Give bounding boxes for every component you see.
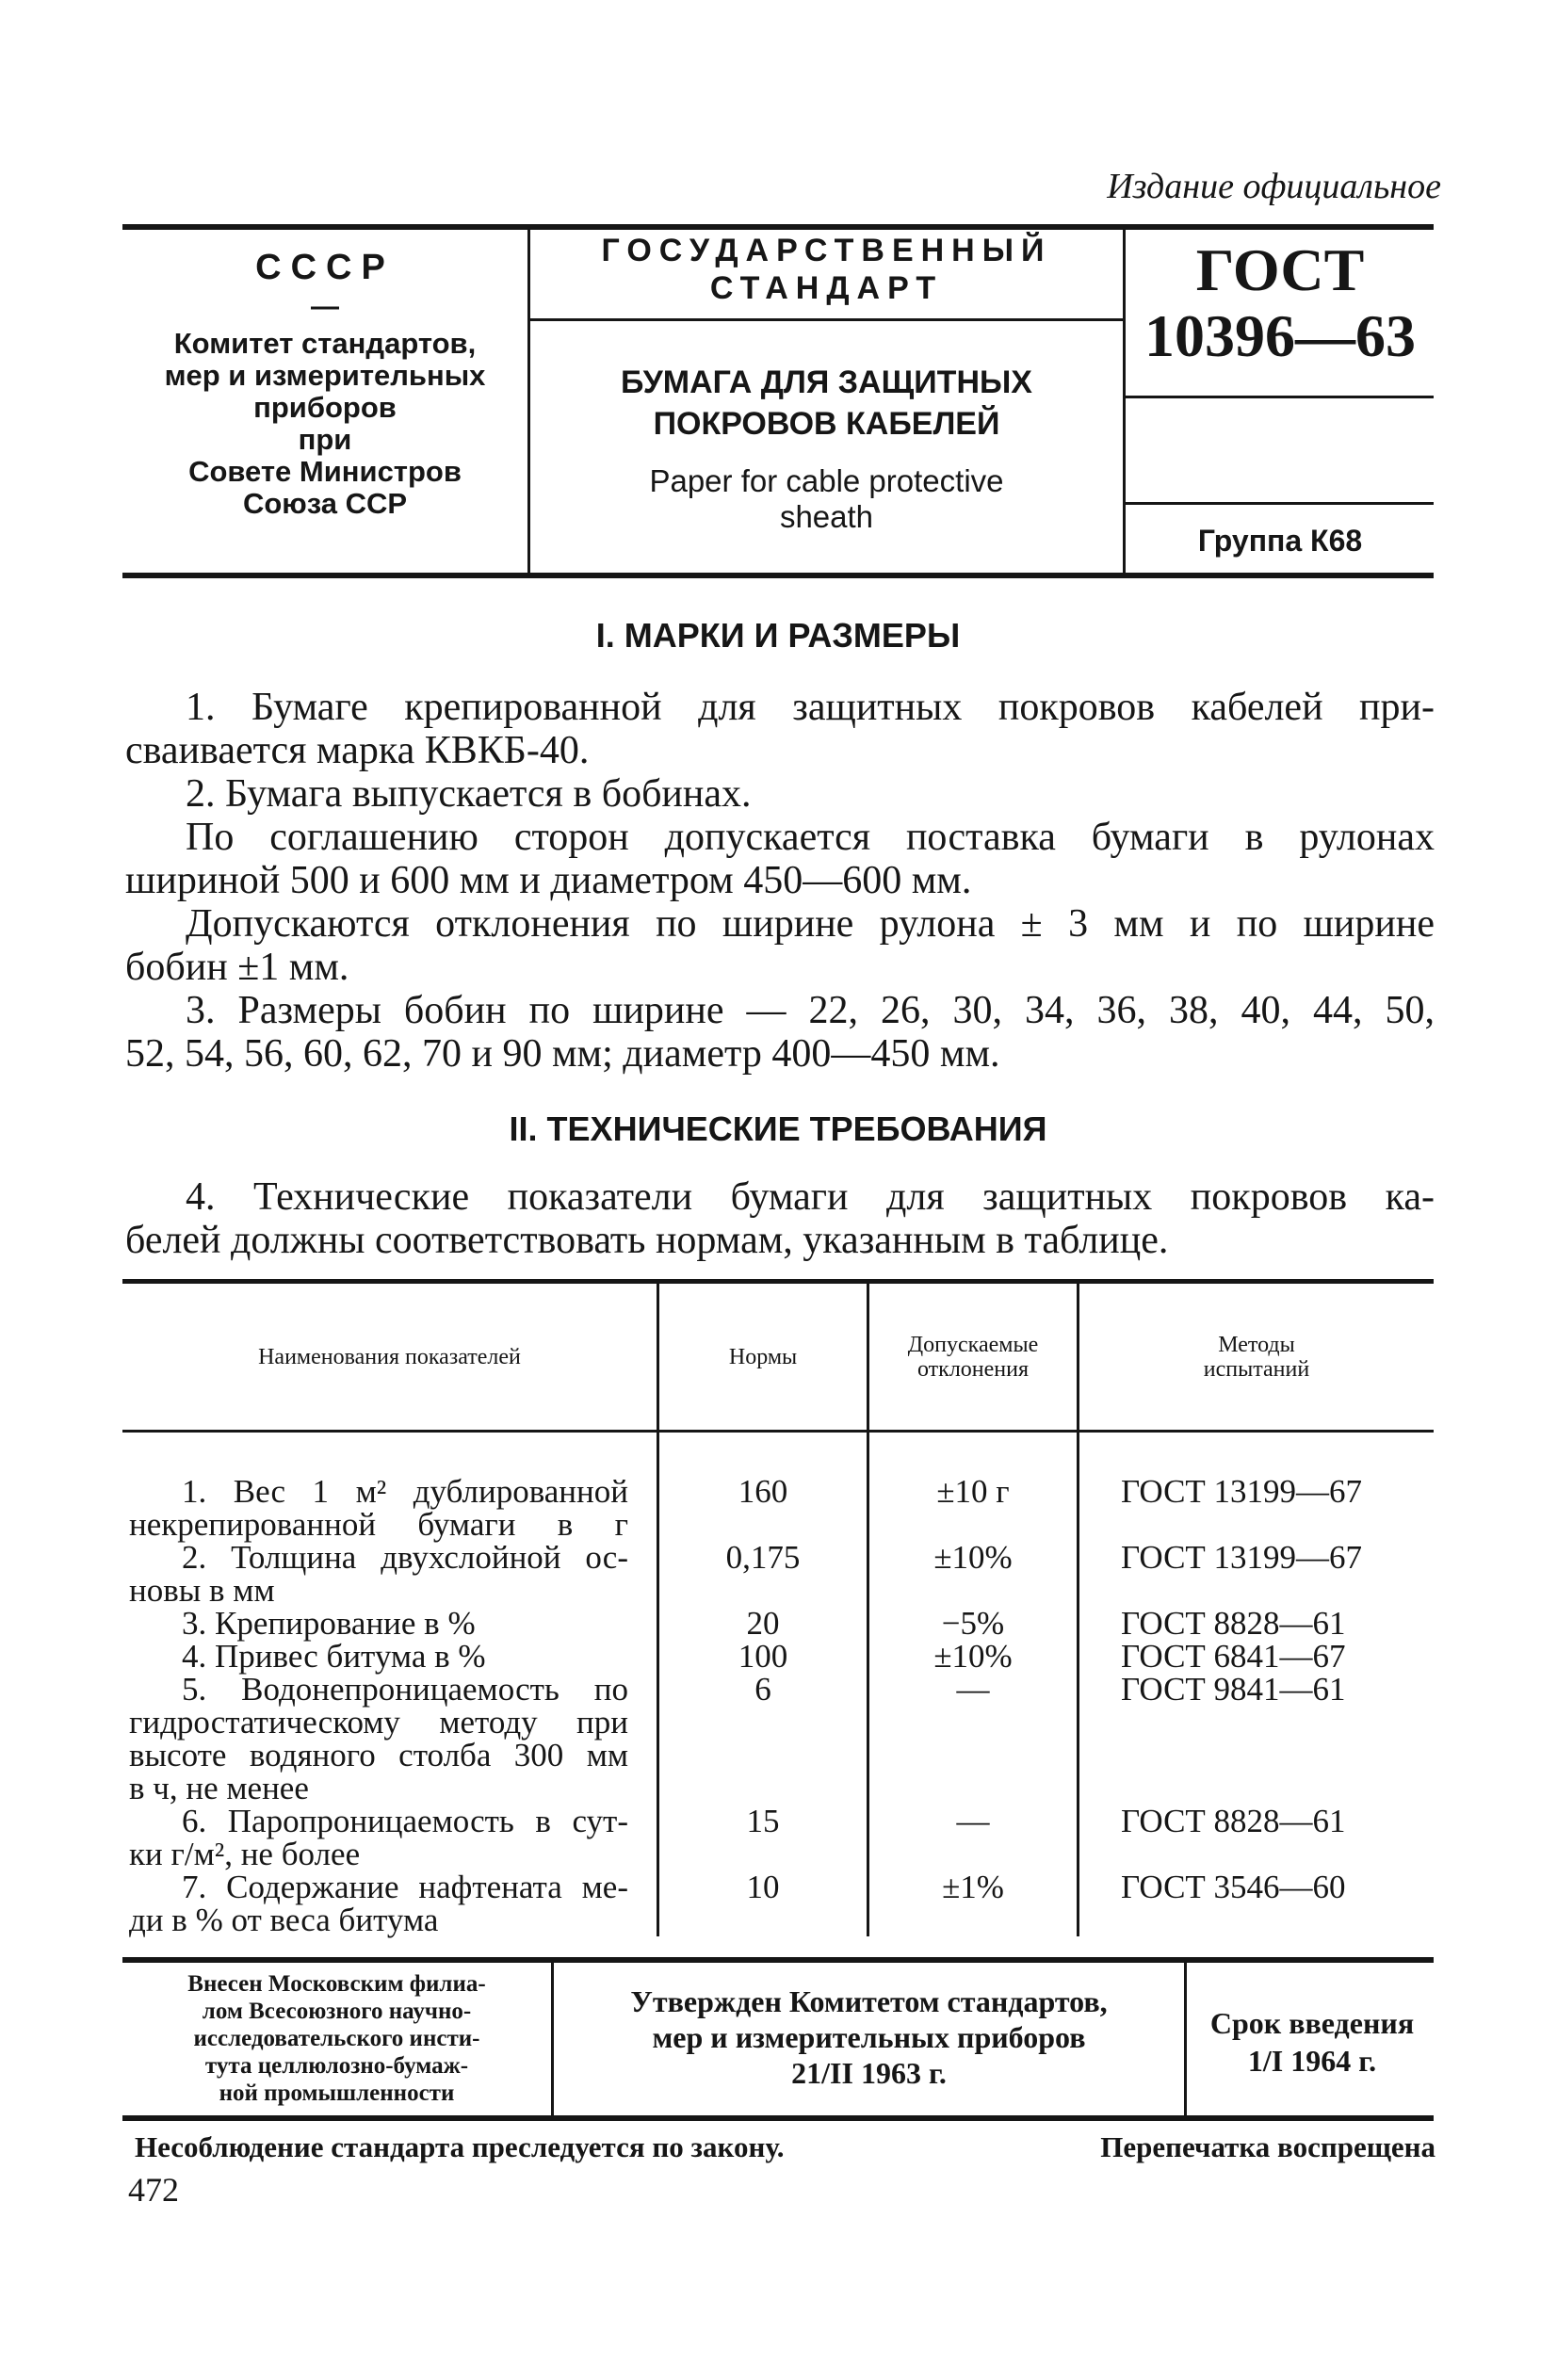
row-name-line: 5. Водонепроницаемость по — [182, 1671, 628, 1708]
table-row-5-norm: 6 — [754, 1671, 771, 1708]
header-left — [127, 247, 523, 520]
footer-divider-1 — [551, 1963, 554, 2115]
committee-line: при — [298, 423, 352, 456]
header-divider-1 — [527, 230, 530, 573]
paragraph-line: 52, 54, 56, 60, 62, 70 и 90 мм; диаметр 400—450 мм. — [125, 1032, 1000, 1076]
table-row-2-deviation: ±10% — [933, 1539, 1013, 1576]
row-name-line: 3. Крепирование в % — [182, 1605, 476, 1642]
committee-line: Совете Министров — [188, 455, 462, 488]
paragraph-line: сваивается марка КВКБ-40. — [125, 729, 590, 772]
table-row-5-name — [129, 1673, 628, 1805]
paragraph-line: Допускаются отклонения по ширине рулона ± 3 мм и по ширине — [186, 902, 1435, 946]
footer-submitted-by — [127, 1970, 546, 2107]
paragraph-line: 2. Бумага выпускается в бобинах. — [186, 772, 752, 816]
row-name-line: ки г/м², не более — [129, 1836, 361, 1872]
state-standard-line: СТАНДАРТ — [709, 270, 944, 306]
committee-line: мер и измерительных — [164, 359, 486, 392]
header-divider-2 — [1123, 230, 1126, 573]
table-row-2-method: ГОСТ 13199—67 — [1121, 1539, 1363, 1576]
paragraph-line: бобин ±1 мм. — [125, 946, 349, 989]
title-line: ПОКРОВОВ КАБЕЛЕЙ — [653, 406, 1000, 442]
footer-line: Утвержден Комитетом стандартов, — [630, 1984, 1108, 2018]
table-row-1-method: ГОСТ 13199—67 — [1121, 1473, 1363, 1510]
header-top-rule — [122, 224, 1434, 230]
row-name-line: 2. Толщина двухслойной ос- — [182, 1539, 628, 1576]
table-row-7-deviation: ±1% — [942, 1869, 1004, 1905]
table-row-1-name — [129, 1475, 628, 1541]
row-name-line: ди в % от веса битума — [129, 1902, 439, 1938]
table-row-3-deviation: −5% — [941, 1605, 1005, 1642]
row-name-line: 1. Вес 1 м² дублированной — [182, 1473, 628, 1510]
row-name-line: некрепированной бумаги в г — [129, 1506, 628, 1543]
footer-bottom-rule — [122, 2115, 1434, 2121]
document-title — [532, 362, 1121, 445]
table-row-5-deviation: — — [956, 1671, 990, 1708]
legal-notice: Несоблюдение стандарта преследуется по закону. — [135, 2130, 785, 2163]
table-row-1-deviation: ±10 г — [936, 1473, 1010, 1510]
section-2-body — [125, 1175, 1435, 1262]
table-header-deviation-line: Допускаемые — [907, 1332, 1039, 1357]
table-row-3-name — [129, 1607, 628, 1640]
footer-line: Внесен Московским филиа- — [187, 1971, 486, 1997]
section-1-title: I. МАРКИ И РАЗМЕРЫ — [595, 616, 961, 655]
footer-top-rule — [122, 1957, 1434, 1963]
table-row-4-name — [129, 1640, 628, 1673]
row-name-line: 6. Паропроницаемость в сут- — [182, 1803, 628, 1839]
footer-line: Срок введения — [1209, 2006, 1415, 2040]
table-row-6-deviation: — — [956, 1803, 990, 1839]
paragraph-line: 1. Бумаге крепированной для защитных покровов кабелей при- — [186, 686, 1435, 729]
committee-text — [127, 328, 523, 520]
footer-line: мер и измерительных приборов — [652, 2020, 1086, 2054]
row-name-line: гидростатическому методу при — [129, 1704, 628, 1740]
header-middle-top — [532, 232, 1121, 307]
title-line: БУМАГА ДЛЯ ЗАЩИТНЫХ — [621, 364, 1032, 400]
table-header-method-line: Методы — [1218, 1332, 1295, 1357]
row-name-line: новы в мм — [129, 1572, 275, 1609]
english-title — [532, 463, 1121, 535]
footer-line: ной промышленности — [219, 2080, 455, 2106]
table-row-6-norm: 15 — [746, 1803, 780, 1839]
row-name-line: 7. Содержание нафтената ме- — [182, 1869, 628, 1905]
paragraph-line: 3. Размеры бобин по ширине — 22, 26, 30, 34, 36, 38, 40, 44, 50, — [186, 989, 1435, 1032]
table-row-6-method: ГОСТ 8828—61 — [1121, 1803, 1346, 1839]
header-right-rule-1 — [1126, 396, 1434, 398]
footer-line: тута целлюлозно-бумаж- — [204, 2053, 469, 2079]
table-header-name: Наименования показателей — [258, 1344, 521, 1369]
paragraph-line: 4. Технические показатели бумаги для защитных покровов ка- — [186, 1175, 1435, 1219]
footer-line: 1/I 1964 г. — [1247, 2044, 1377, 2078]
table-row-3-norm: 20 — [746, 1605, 780, 1642]
committee-line: приборов — [253, 391, 397, 424]
footer-line: лом Всесоюзного научно- — [202, 1999, 472, 2024]
country: СССР — [255, 248, 395, 287]
paragraph-line: шириной 500 и 600 мм и диаметром 450—600 мм. — [125, 859, 972, 902]
header-bottom-rule — [122, 573, 1434, 578]
header-right-rule-2 — [1126, 502, 1434, 505]
table-row-1-norm: 160 — [738, 1473, 788, 1510]
group-label: Группа К68 — [1197, 524, 1363, 558]
row-name-line: в ч, не менее — [129, 1770, 309, 1806]
table-header-deviation — [869, 1284, 1077, 1430]
table-row-6-name — [129, 1805, 628, 1870]
table-row-4-method: ГОСТ 6841—67 — [1121, 1638, 1346, 1675]
committee-line: Союза ССР — [242, 487, 408, 520]
table-row-7-norm: 10 — [746, 1869, 780, 1905]
country-dash: — — [311, 291, 339, 322]
english-title-line: Paper for cable protective — [649, 463, 1004, 498]
table-header-method — [1079, 1284, 1434, 1430]
footer-approved-by — [556, 1983, 1182, 2091]
table-header-method-line: испытаний — [1203, 1356, 1310, 1382]
row-name-line: высоте водяного столба 300 мм — [129, 1737, 628, 1773]
table-row-4-norm: 100 — [738, 1638, 788, 1675]
state-standard-line: ГОСУДАРСТВЕННЫЙ — [601, 233, 1052, 268]
table-header-rule — [122, 1430, 1434, 1433]
table-row-7-method: ГОСТ 3546—60 — [1121, 1869, 1346, 1905]
row-name-line: 4. Привес битума в % — [182, 1638, 486, 1675]
table-row-3-method: ГОСТ 8828—61 — [1121, 1605, 1346, 1642]
footer-effective-date — [1189, 2004, 1435, 2080]
header-mid-rule — [530, 318, 1123, 321]
paragraph-line: белей должны соответствовать нормам, указанным в таблице. — [125, 1219, 1169, 1262]
table-header-deviation-line: отклонения — [916, 1356, 1030, 1382]
committee-line: Комитет стандартов, — [173, 327, 477, 360]
section-1-body — [125, 686, 1435, 1076]
table-row-7-name — [129, 1870, 628, 1936]
table-row-2-name — [129, 1541, 628, 1607]
page-number: 472 — [128, 2171, 179, 2209]
paragraph-line: По соглашению сторон допускается поставка бумаги в рулонах — [186, 816, 1435, 859]
table-row-2-norm: 0,175 — [725, 1539, 801, 1576]
footer-line: 21/II 1963 г. — [791, 2056, 947, 2090]
table-row-5-method: ГОСТ 9841—61 — [1121, 1671, 1346, 1708]
section-2-title: II. ТЕХНИЧЕСКИЕ ТРЕБОВАНИЯ — [509, 1109, 1047, 1148]
edition-label: Издание официальное — [1107, 167, 1441, 206]
gost-label: ГОСТ — [1195, 236, 1365, 303]
english-title-line: sheath — [779, 499, 874, 534]
gost-number: 10396—63 — [1144, 302, 1416, 369]
footer-line: исследовательского инсти- — [193, 2026, 480, 2051]
table-row-4-deviation: ±10% — [933, 1638, 1013, 1675]
footer-divider-2 — [1184, 1963, 1187, 2115]
table-header-norm: Нормы — [728, 1344, 798, 1369]
reprint-notice: Перепечатка воспрещена — [1100, 2130, 1435, 2163]
